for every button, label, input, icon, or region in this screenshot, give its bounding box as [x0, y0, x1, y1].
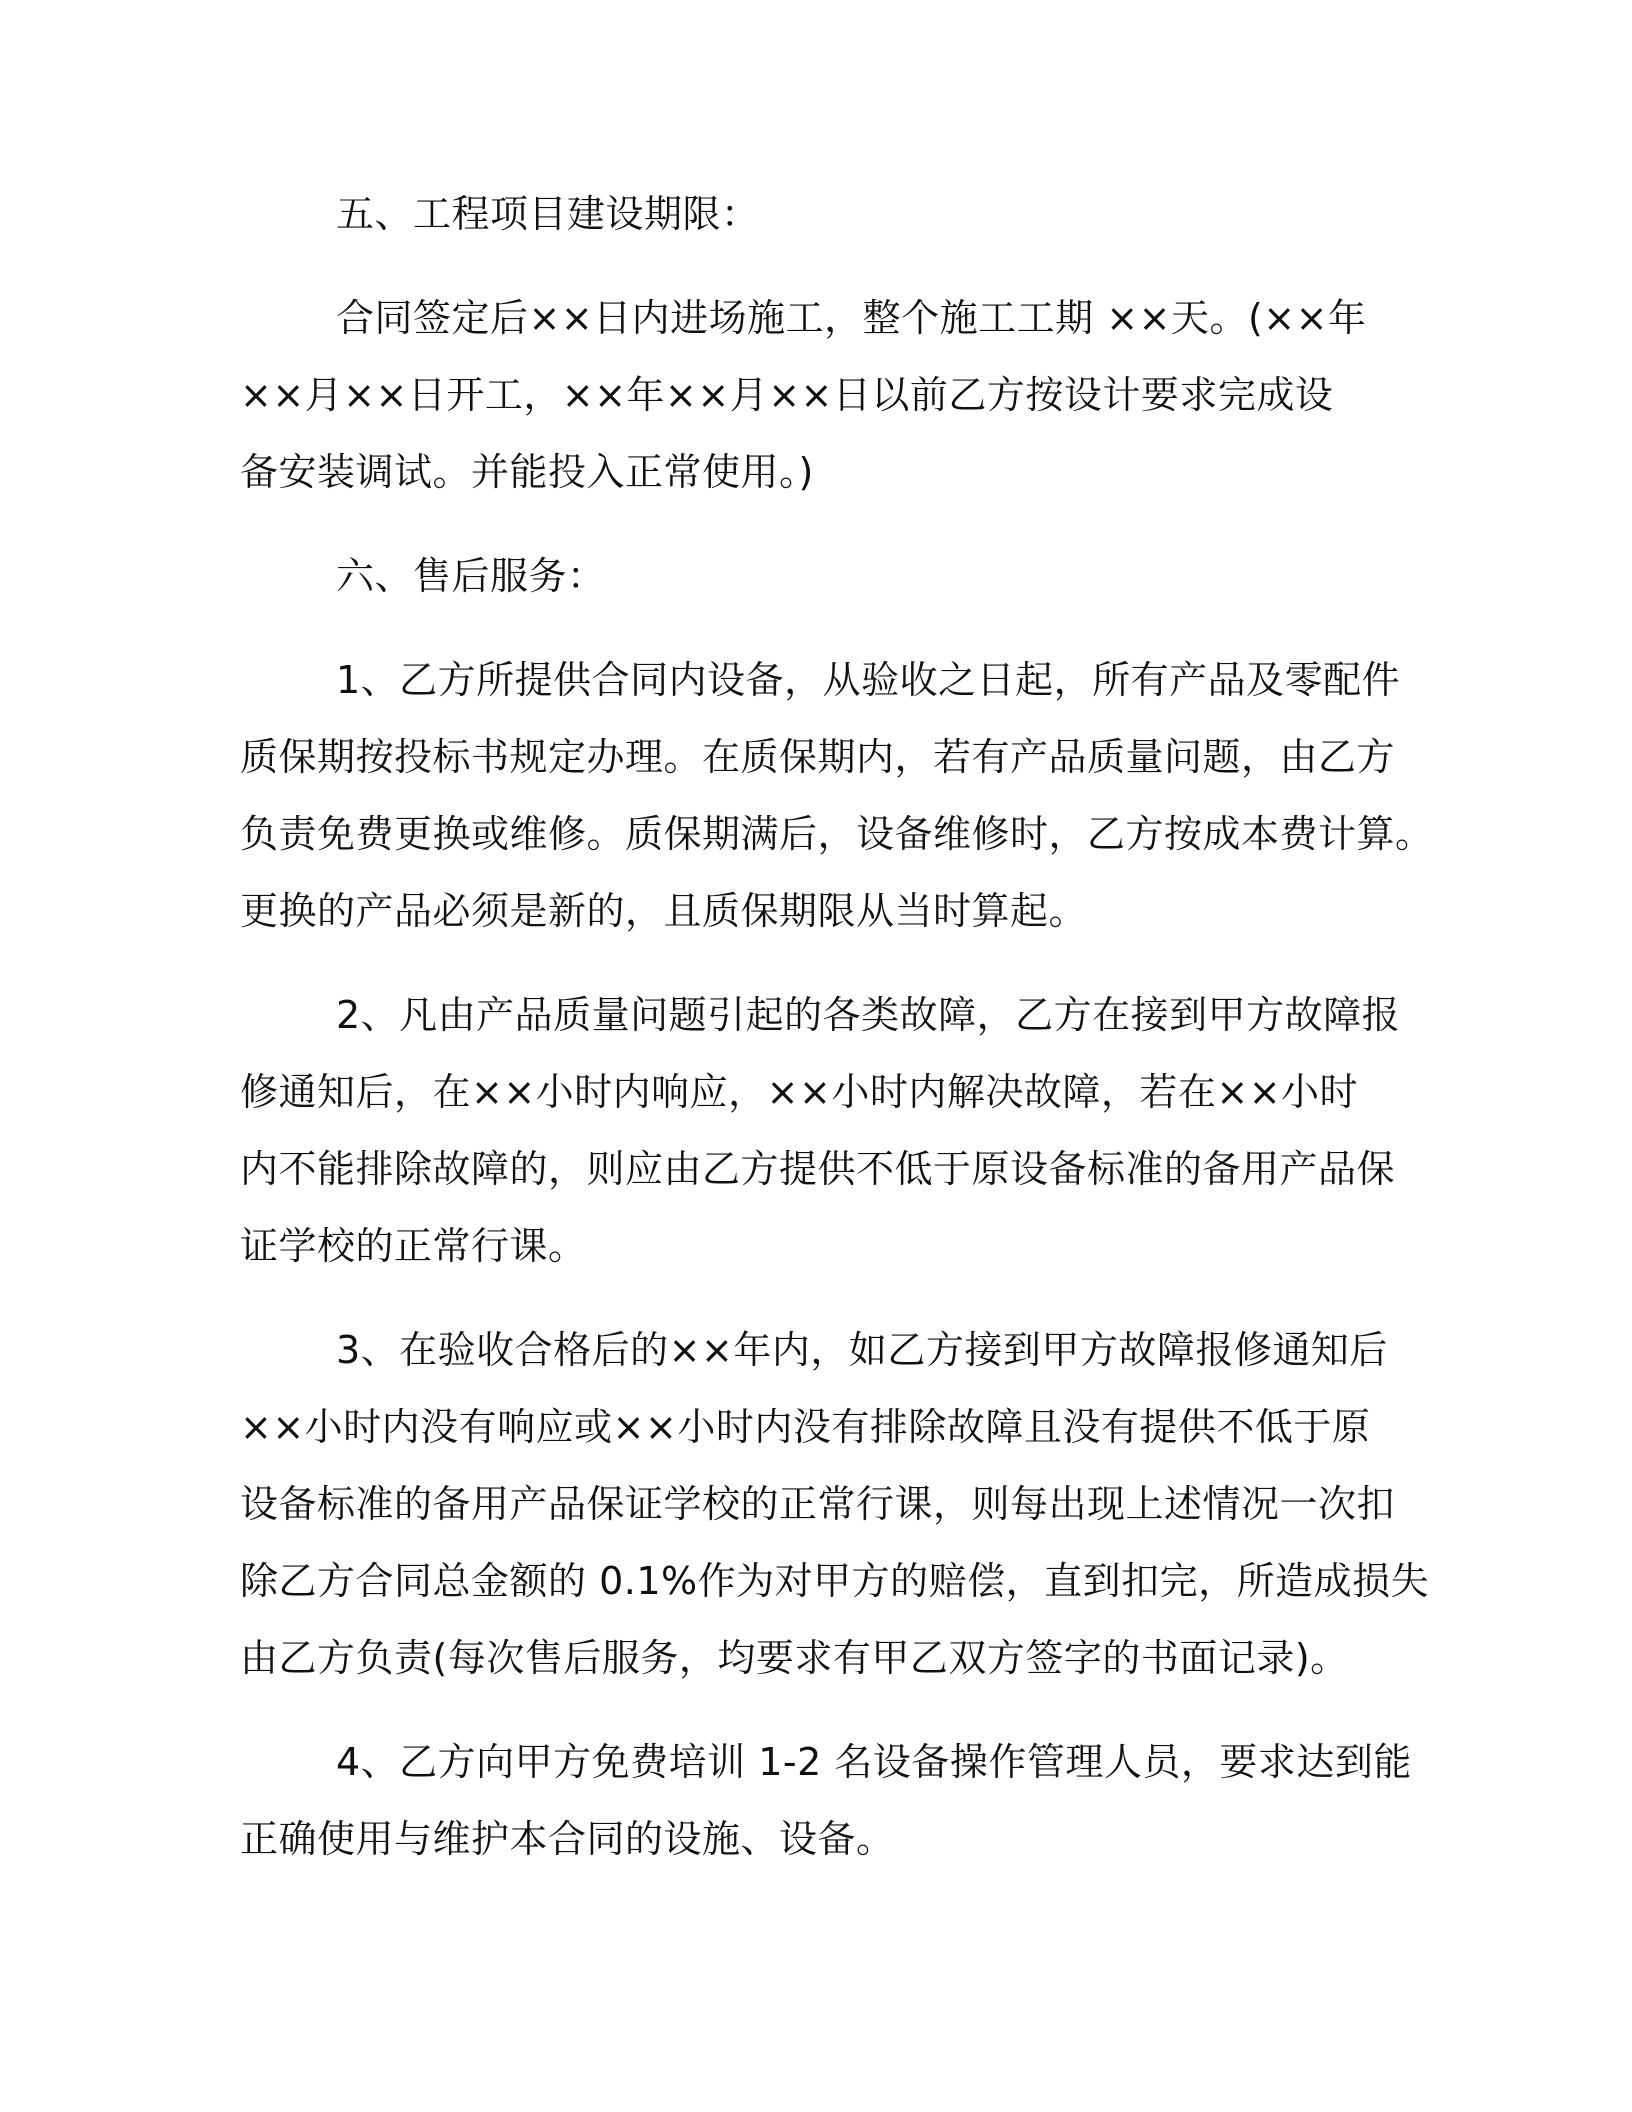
section-6-item-2 [240, 977, 1401, 1285]
section-5-paragraph [240, 280, 1390, 511]
document-body [240, 176, 1434, 1905]
paragraph-line: 证学校的正常行课。 [240, 1224, 587, 1268]
paragraph-line: 由乙方负责(每次售后服务，均要求有甲乙双方签字的书面记录)。 [240, 1636, 1349, 1680]
paragraph-line: 设备标准的备用产品保证学校的正常行课，则每出现上述情况一次扣 [240, 1482, 1396, 1526]
paragraph-line: 1、乙方所提供合同内设备，从验收之日起，所有产品及零配件 [336, 658, 1401, 702]
paragraph-line: 除乙方合同总金额的 0.1%作为对甲方的赔偿，直到扣完，所造成损失 [240, 1559, 1430, 1603]
paragraph-line: ××月××日开工，××年××月××日以前乙方按设计要求完成设 [240, 373, 1334, 417]
paragraph-line: 正确使用与维护本合同的设施、设备。 [240, 1817, 895, 1861]
paragraph-line: 合同签定后××日内进场施工，整个施工工期 ××天。(××年 [336, 296, 1367, 340]
section-5-heading: 五、工程项目建设期限： [336, 192, 760, 236]
section-6-item-3 [240, 1312, 1430, 1697]
paragraph-line: 负责免费更换或维修。质保期满后，设备维修时，乙方按成本费计算。 [240, 812, 1434, 856]
paragraph-line: 备安装调试。并能投入正常使用。) [240, 450, 814, 494]
paragraph-line: ××小时内没有响应或××小时内没有排除故障且没有提供不低于原 [240, 1405, 1371, 1449]
paragraph-line: 4、乙方向甲方免费培训 1-2 名设备操作管理人员，要求达到能 [336, 1740, 1412, 1784]
paragraph-line: 内不能排除故障的，则应由乙方提供不低于原设备标准的备用产品保 [240, 1147, 1396, 1191]
paragraph-line: 更换的产品必须是新的，且质保期限从当时算起。 [240, 889, 1088, 933]
paragraph-line: 修通知后，在××小时内响应，××小时内解决故障，若在××小时 [240, 1070, 1359, 1114]
section-6-item-1 [240, 642, 1434, 950]
paragraph-line: 3、在验收合格后的××年内，如乙方接到甲方故障报修通知后 [336, 1328, 1388, 1372]
paragraph-line: 质保期按投标书规定办理。在质保期内，若有产品质量问题，由乙方 [240, 735, 1396, 779]
section-6-item-4 [240, 1724, 1412, 1878]
section-6-heading: 六、售后服务： [336, 554, 606, 598]
paragraph-line: 2、凡由产品质量问题引起的各类故障，乙方在接到甲方故障报 [336, 993, 1401, 1037]
